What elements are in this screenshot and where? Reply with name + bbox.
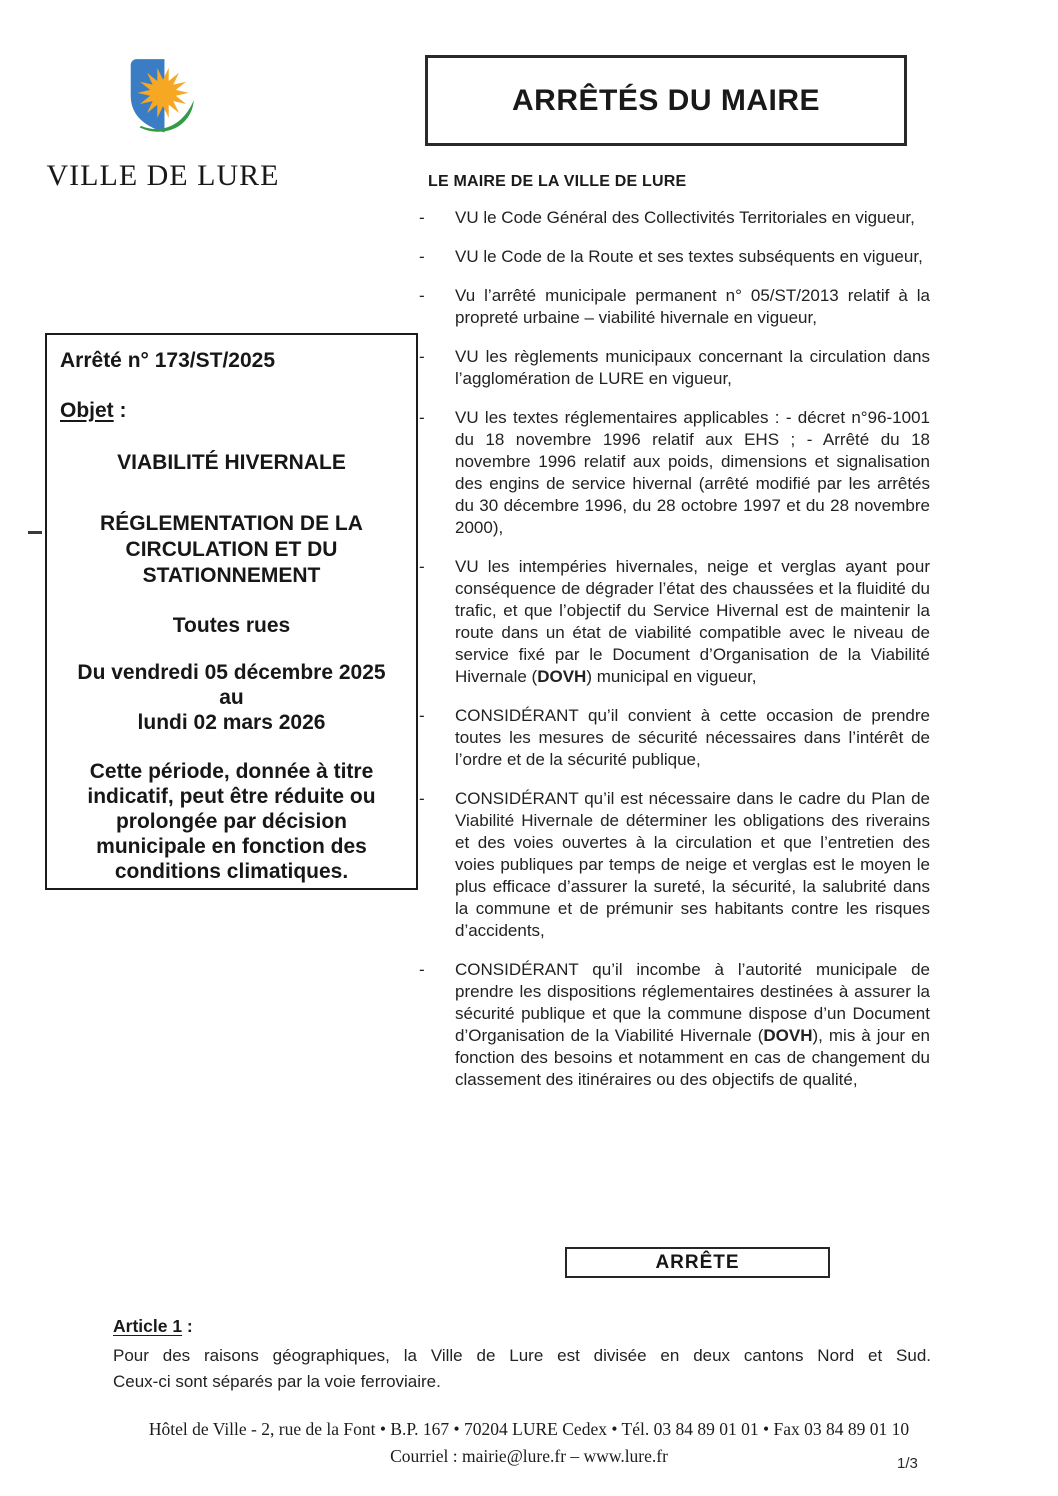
article-heading [113, 1316, 931, 1337]
recital-dash: - [419, 960, 425, 979]
recital-text: Vu l’arrêté municipale permanent n° 05/ST/2013 relatif à la propreté urbaine – viabilité hivernale en vigueur, [455, 286, 930, 327]
period-start: Du vendredi 05 décembre 2025 [77, 661, 386, 684]
decree-title-line: CIRCULATION ET DU [125, 538, 338, 561]
recital-text: VU les intempéries hivernales, neige et verglas ayant pour conséquence de dégrader l’état des chaussées et la fluidité du trafic, et que l’objectif du Service Hivernal est de maintenir la route dans un état de viabilité compatible avec le niveau de service fixé par le Document d’Organisation de la Viabilité Hivernale (DOVH) municipal en vigueur, [455, 557, 930, 686]
org-name: VILLE DE LURE [46, 159, 280, 192]
recital-item [419, 705, 930, 771]
decree-subject: VIABILITÉ HIVERNALE [117, 451, 346, 474]
ville-de-lure-logo [119, 50, 207, 146]
recital-text: VU le Code Général des Collectivités Territoriales en vigueur, [455, 208, 915, 227]
decree-title-line: STATIONNEMENT [142, 564, 321, 587]
recital-text: CONSIDÉRANT qu’il incombe à l’autorité municipale de prendre les dispositions réglementaires destinées à assurer la sécurité publique et que la commune dispose d’un Document d’Organisation de la Viabilité Hivernale (DOVH), mis à jour en fonction des besoins et notamment en cas de changement du classement des itinéraires ou des objectifs de qualité, [455, 960, 930, 1089]
mayor-subtitle: LE MAIRE DE LA VILLE DE LURE [428, 173, 687, 190]
period-end: lundi 02 mars 2026 [137, 711, 326, 734]
arrete-label: ARRÊTE [655, 1251, 740, 1273]
recital-dash: - [419, 347, 425, 366]
recital-text: VU le Code de la Route et ses textes subséquents en vigueur, [455, 247, 923, 266]
decree-period [60, 660, 403, 735]
header-box [425, 55, 907, 146]
decree-scope: Toutes rues [172, 614, 291, 637]
fold-mark [28, 531, 42, 534]
article-heading-word: Article 1 [113, 1316, 183, 1336]
recitals-list [419, 207, 930, 1108]
decree-note: Cette période, donnée à titre indicatif, peut être réduite ou prolongée par décision municipale en fonction des conditions climatiques. [87, 760, 376, 883]
recital-item [419, 959, 930, 1091]
recital-item [419, 407, 930, 539]
decree-number: Arrêté n° 173/ST/2025 [60, 349, 276, 372]
recital-dash: - [419, 706, 425, 725]
decree-info-box [45, 333, 418, 890]
recital-dash: - [419, 286, 425, 305]
article-1 [113, 1316, 931, 1395]
decree-title [60, 511, 403, 589]
page-title: ARRÊTÉS DU MAIRE [511, 83, 820, 117]
recital-dash: - [419, 789, 425, 808]
period-connector: au [219, 686, 244, 709]
article-text-line: Ceux-ci sont séparés par la voie ferroviaire. [113, 1372, 441, 1391]
recital-dash: - [419, 557, 425, 576]
object-label [60, 399, 403, 423]
article-text-line: Pour des raisons géographiques, la Ville de Lure est divisée en deux cantons Nord et Sud. [113, 1346, 931, 1365]
article-heading-colon: : [182, 1316, 193, 1336]
page-number: 1/3 [897, 1455, 918, 1472]
recital-dash: - [419, 208, 425, 227]
footer-contact: Courriel : mairie@lure.fr – www.lure.fr [390, 1446, 668, 1466]
arrete-box [565, 1247, 830, 1278]
recital-item [419, 346, 930, 390]
footer-address: Hôtel de Ville - 2, rue de la Font • B.P. 167 • 70204 LURE Cedex • Tél. 03 84 89 01 01 • Fax 03 84 89 01 10 [148, 1419, 910, 1439]
recital-text: CONSIDÉRANT qu’il convient à cette occasion de prendre toutes les mesures de sécurité nécessaires dans l’intérêt de l’ordre et de la sécurité publique, [455, 706, 930, 769]
recital-text: CONSIDÉRANT qu’il est nécessaire dans le cadre du Plan de Viabilité Hivernale de déterminer les obligations des riverains et des voies ouvertes à la circulation et que l’entretien des voies publiques par temps de neige et verglas est le moyen le plus efficace d’assurer la sureté, la sécurité, la salubrité dans la commune et de prémunir ses habitants contre les risques d’accidents, [455, 789, 930, 940]
recital-text: VU les règlements municipaux concernant la circulation dans l’agglomération de LURE en vigueur, [455, 347, 930, 388]
recital-item [419, 207, 930, 229]
brand-block [35, 50, 291, 193]
recital-item [419, 285, 930, 329]
recital-text: VU les textes réglementaires applicables : - décret n°96-1001 du 18 novembre 1996 relatif aux EHS ; - Arrêté du 18 novembre 1996 relatif aux poids, dimensions et signalisation des engins de service hivernal (arrêté modifié par les arrêtés du 30 décembre 1996, du 28 octobre 1997 et du 28 novembre 2000), [455, 408, 930, 537]
recital-item [419, 246, 930, 268]
object-word: Objet [60, 399, 114, 422]
recital-dash: - [419, 408, 425, 427]
decree-title-line: RÉGLEMENTATION DE LA [100, 512, 363, 535]
recital-dash: - [419, 247, 425, 266]
object-colon: : [113, 399, 127, 422]
recital-item [419, 556, 930, 688]
recital-item [419, 788, 930, 942]
